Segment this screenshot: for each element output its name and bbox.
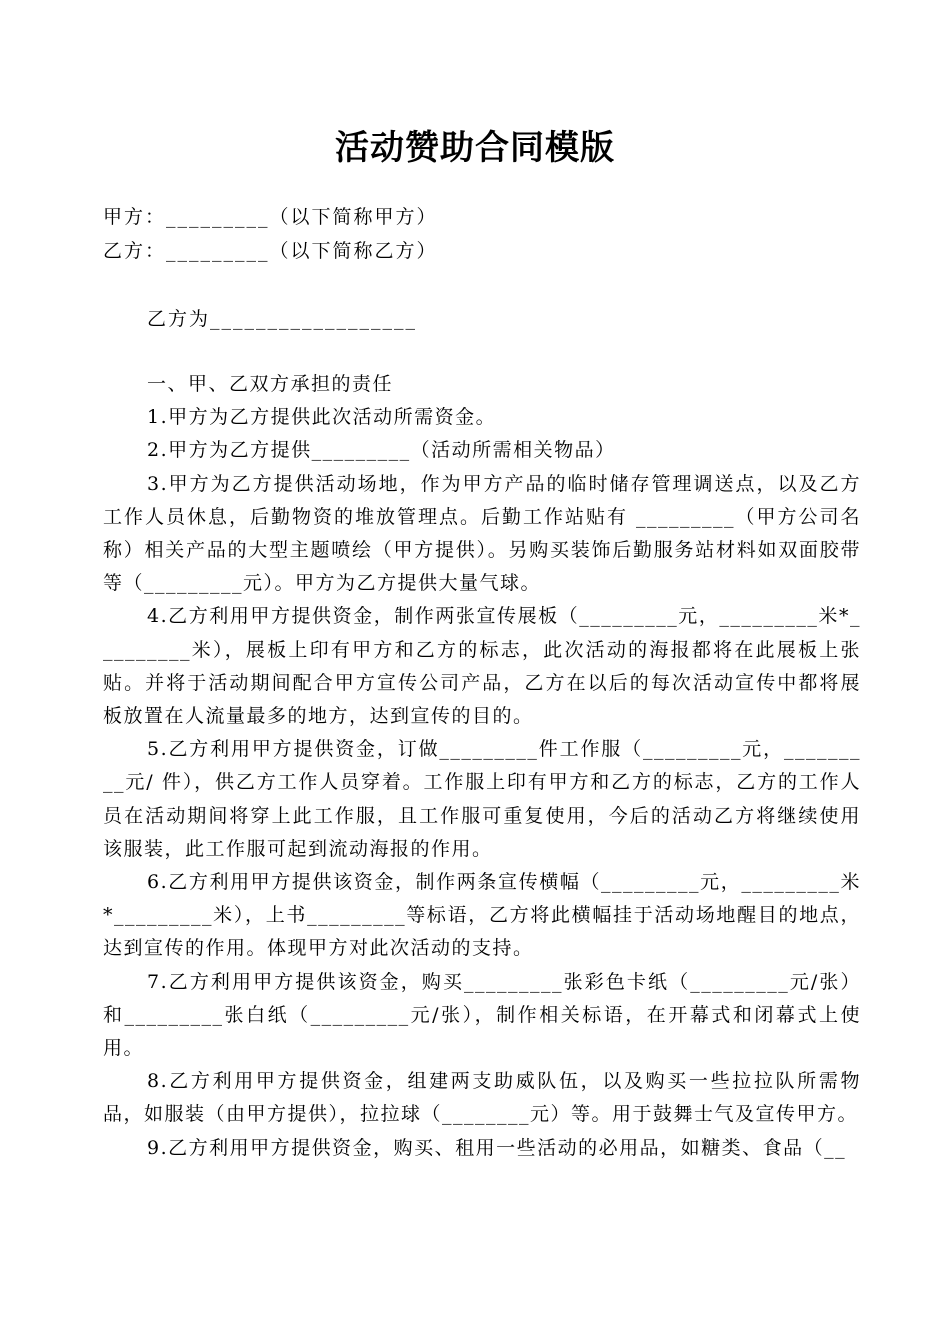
clause-7: 7.乙方利用甲方提供该资金，购买_________张彩色卡纸（_________元/张）和_________张白纸（_________元/张），制作相关标语，在开幕式和闭幕式上使用。 [103,970,861,1060]
intro-line: 乙方为__________________ [147,308,418,330]
party-b-line: 乙方：_________（以下简称乙方） [103,240,438,262]
clause-5: 5.乙方利用甲方提供资金，订做_________件工作服（_________元，_________元/ 件），供乙方工作人员穿着。工作服上印有甲方和乙方的标志，乙方的工作人员在活动期间将穿上此工作服，且工作服可重复使用，今后的活动乙方将继续使用该服装，此工作服可起到流动海报的作用。 [103,738,861,860]
clause-4: 4.乙方利用甲方提供资金，制作两张宣传展板（_________元，_________米*_________米），展板上印有甲方和乙方的标志，此次活动的海报都将在此展板上张贴。并将于活动期间配合甲方宣传公司产品，乙方在以后的每次活动宣传中都将展板放置在人流量最多的地方，达到宣传的目的。 [103,605,861,728]
section-heading: 一、甲、乙双方承担的责任 [147,373,394,395]
contract-body [103,368,861,1165]
party-a-line: 甲方：_________（以下简称甲方） [103,206,438,228]
clause-2: 2.甲方为乙方提供_________（活动所需相关物品） [147,439,616,462]
clause-1: 1.甲方为乙方提供此次活动所需资金。 [147,406,497,429]
clause-6: 6.乙方利用甲方提供该资金，制作两条宣传横幅（_________元，_________米*_________米），上书_________等标语，乙方将此横幅挂于活动场地醒目的地点，达到宣传的作用。体现甲方对此次活动的支持。 [103,871,861,960]
document-title: 活动赞助合同模版 [335,128,615,168]
clause-9: 9.乙方利用甲方提供资金，购买、租用一些活动的必用品，如糖类、食品（__ [147,1136,847,1159]
clause-3: 3.甲方为乙方提供活动场地，作为甲方产品的临时储存管理调送点，以及乙方工作人员休息，后勤物资的堆放管理点。后勤工作站贴有 _________（甲方公司名称）相关产品的大型主题喷绘（甲方提供）。另购买装饰后勤服务站材料如双面胶带等（_________元）。甲方为乙方提供大量气球。 [103,472,861,595]
clause-8: 8.乙方利用甲方提供资金，组建两支助威队伍，以及购买一些拉拉队所需物品，如服装（由甲方提供），拉拉球（________元）等。用于鼓舞士气及宣传甲方。 [103,1070,861,1126]
